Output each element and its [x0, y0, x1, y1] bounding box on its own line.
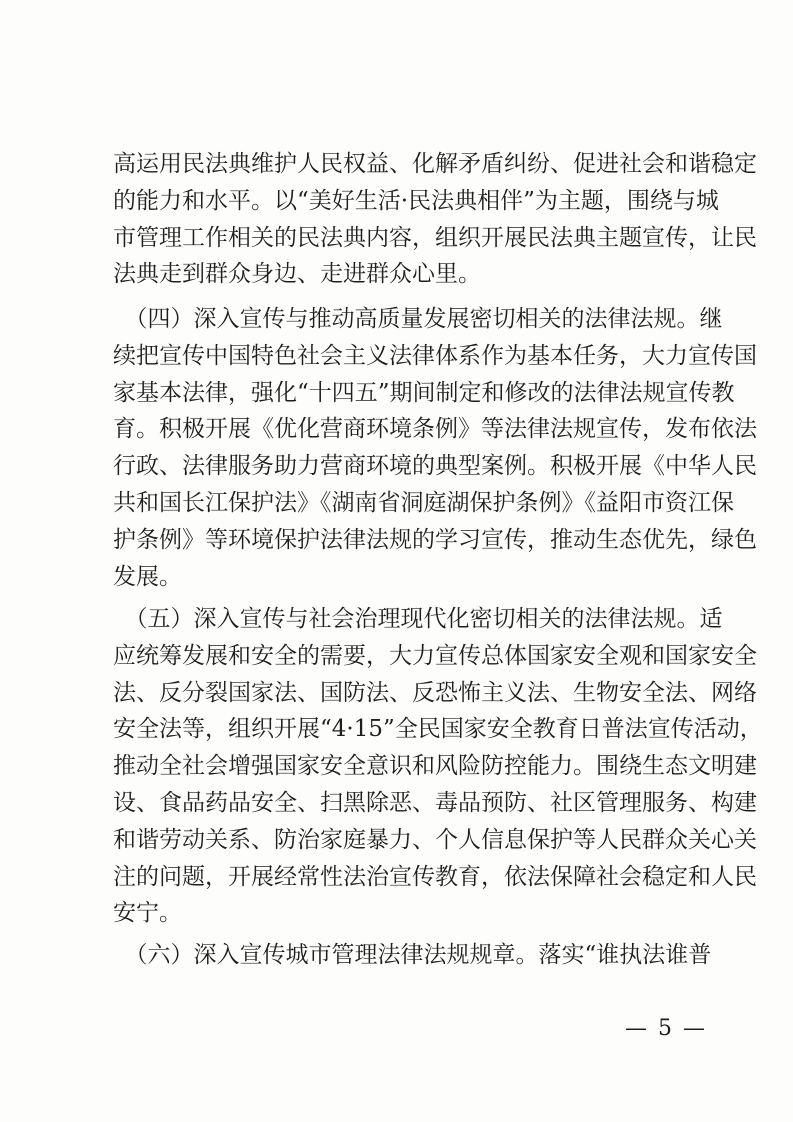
paragraph-section-6	[113, 937, 710, 974]
text-line: 护条例》等环境保护法律法规的学习宣传，推动生态优先，绿色	[113, 526, 757, 553]
section-heading-line: （六）深入宣传城市管理法律法规规章。落实“谁执法谁普	[113, 942, 712, 968]
page-number: — 5 —	[625, 1016, 707, 1041]
text-line: 的能力和水平。以“美好生活·民法典相伴”为主题，围绕与城	[113, 187, 719, 214]
text-line: 高运用民法典维护人民权益、化解矛盾纠纷、促进社会和谐稳定	[113, 151, 757, 177]
paragraph-section-5	[113, 601, 763, 932]
text-line: 育。积极开展《优化营商环境条例》等法律法规宣传，发布依法	[113, 416, 757, 443]
section-heading-line: （四）深入宣传与推动高质量发展密切相关的法律法规。继	[113, 306, 723, 332]
text-line: 共和国长江保护法》《湖南省洞庭湖保护条例》《益阳市资江保	[113, 489, 734, 516]
text-line: 法典走到群众身边、走进群众心里。	[113, 261, 481, 288]
text-line: 续把宣传中国特色社会主义法律体系作为基本任务，大力宣传国	[113, 342, 757, 369]
text-line: 家基本法律，强化“十四五”期间制定和修改的法律法规宣传教	[113, 379, 735, 406]
text-line: 行政、法律服务助力营商环境的典型案例。积极开展《中华人民	[113, 453, 757, 480]
text-line: 安全法等，组织开展“4·15”全民国家安全教育日普法宣传活动，	[113, 716, 763, 743]
text-line: 发展。	[113, 563, 182, 590]
text-line: 设、食品药品安全、扫黑除恶、毒品预防、社区管理服务、构建	[113, 789, 757, 816]
section-heading-line: （五）深入宣传与社会治理现代化密切相关的法律法规。适	[113, 606, 723, 632]
text-line: 推动全社会增强国家安全意识和风险防控能力。围绕生态文明建	[113, 753, 757, 780]
text-line: 注的问题，开展经常性法治宣传教育，依法保障社会稳定和人民	[113, 863, 757, 890]
text-line: 应统筹发展和安全的需要，大力宣传总体国家安全观和国家安全	[113, 642, 757, 669]
text-line: 安宁。	[113, 900, 182, 927]
text-line: 市管理工作相关的民法典内容，组织开展民法典主题宣传，让民	[113, 224, 757, 251]
text-line: 和谐劳动关系、防治家庭暴力、个人信息保护等人民群众关心关	[113, 826, 757, 853]
paragraph-section-4	[113, 301, 757, 595]
paragraph-civil-code	[113, 146, 757, 293]
text-line: 法、反分裂国家法、国防法、反恐怖主义法、生物安全法、网络	[113, 679, 757, 706]
